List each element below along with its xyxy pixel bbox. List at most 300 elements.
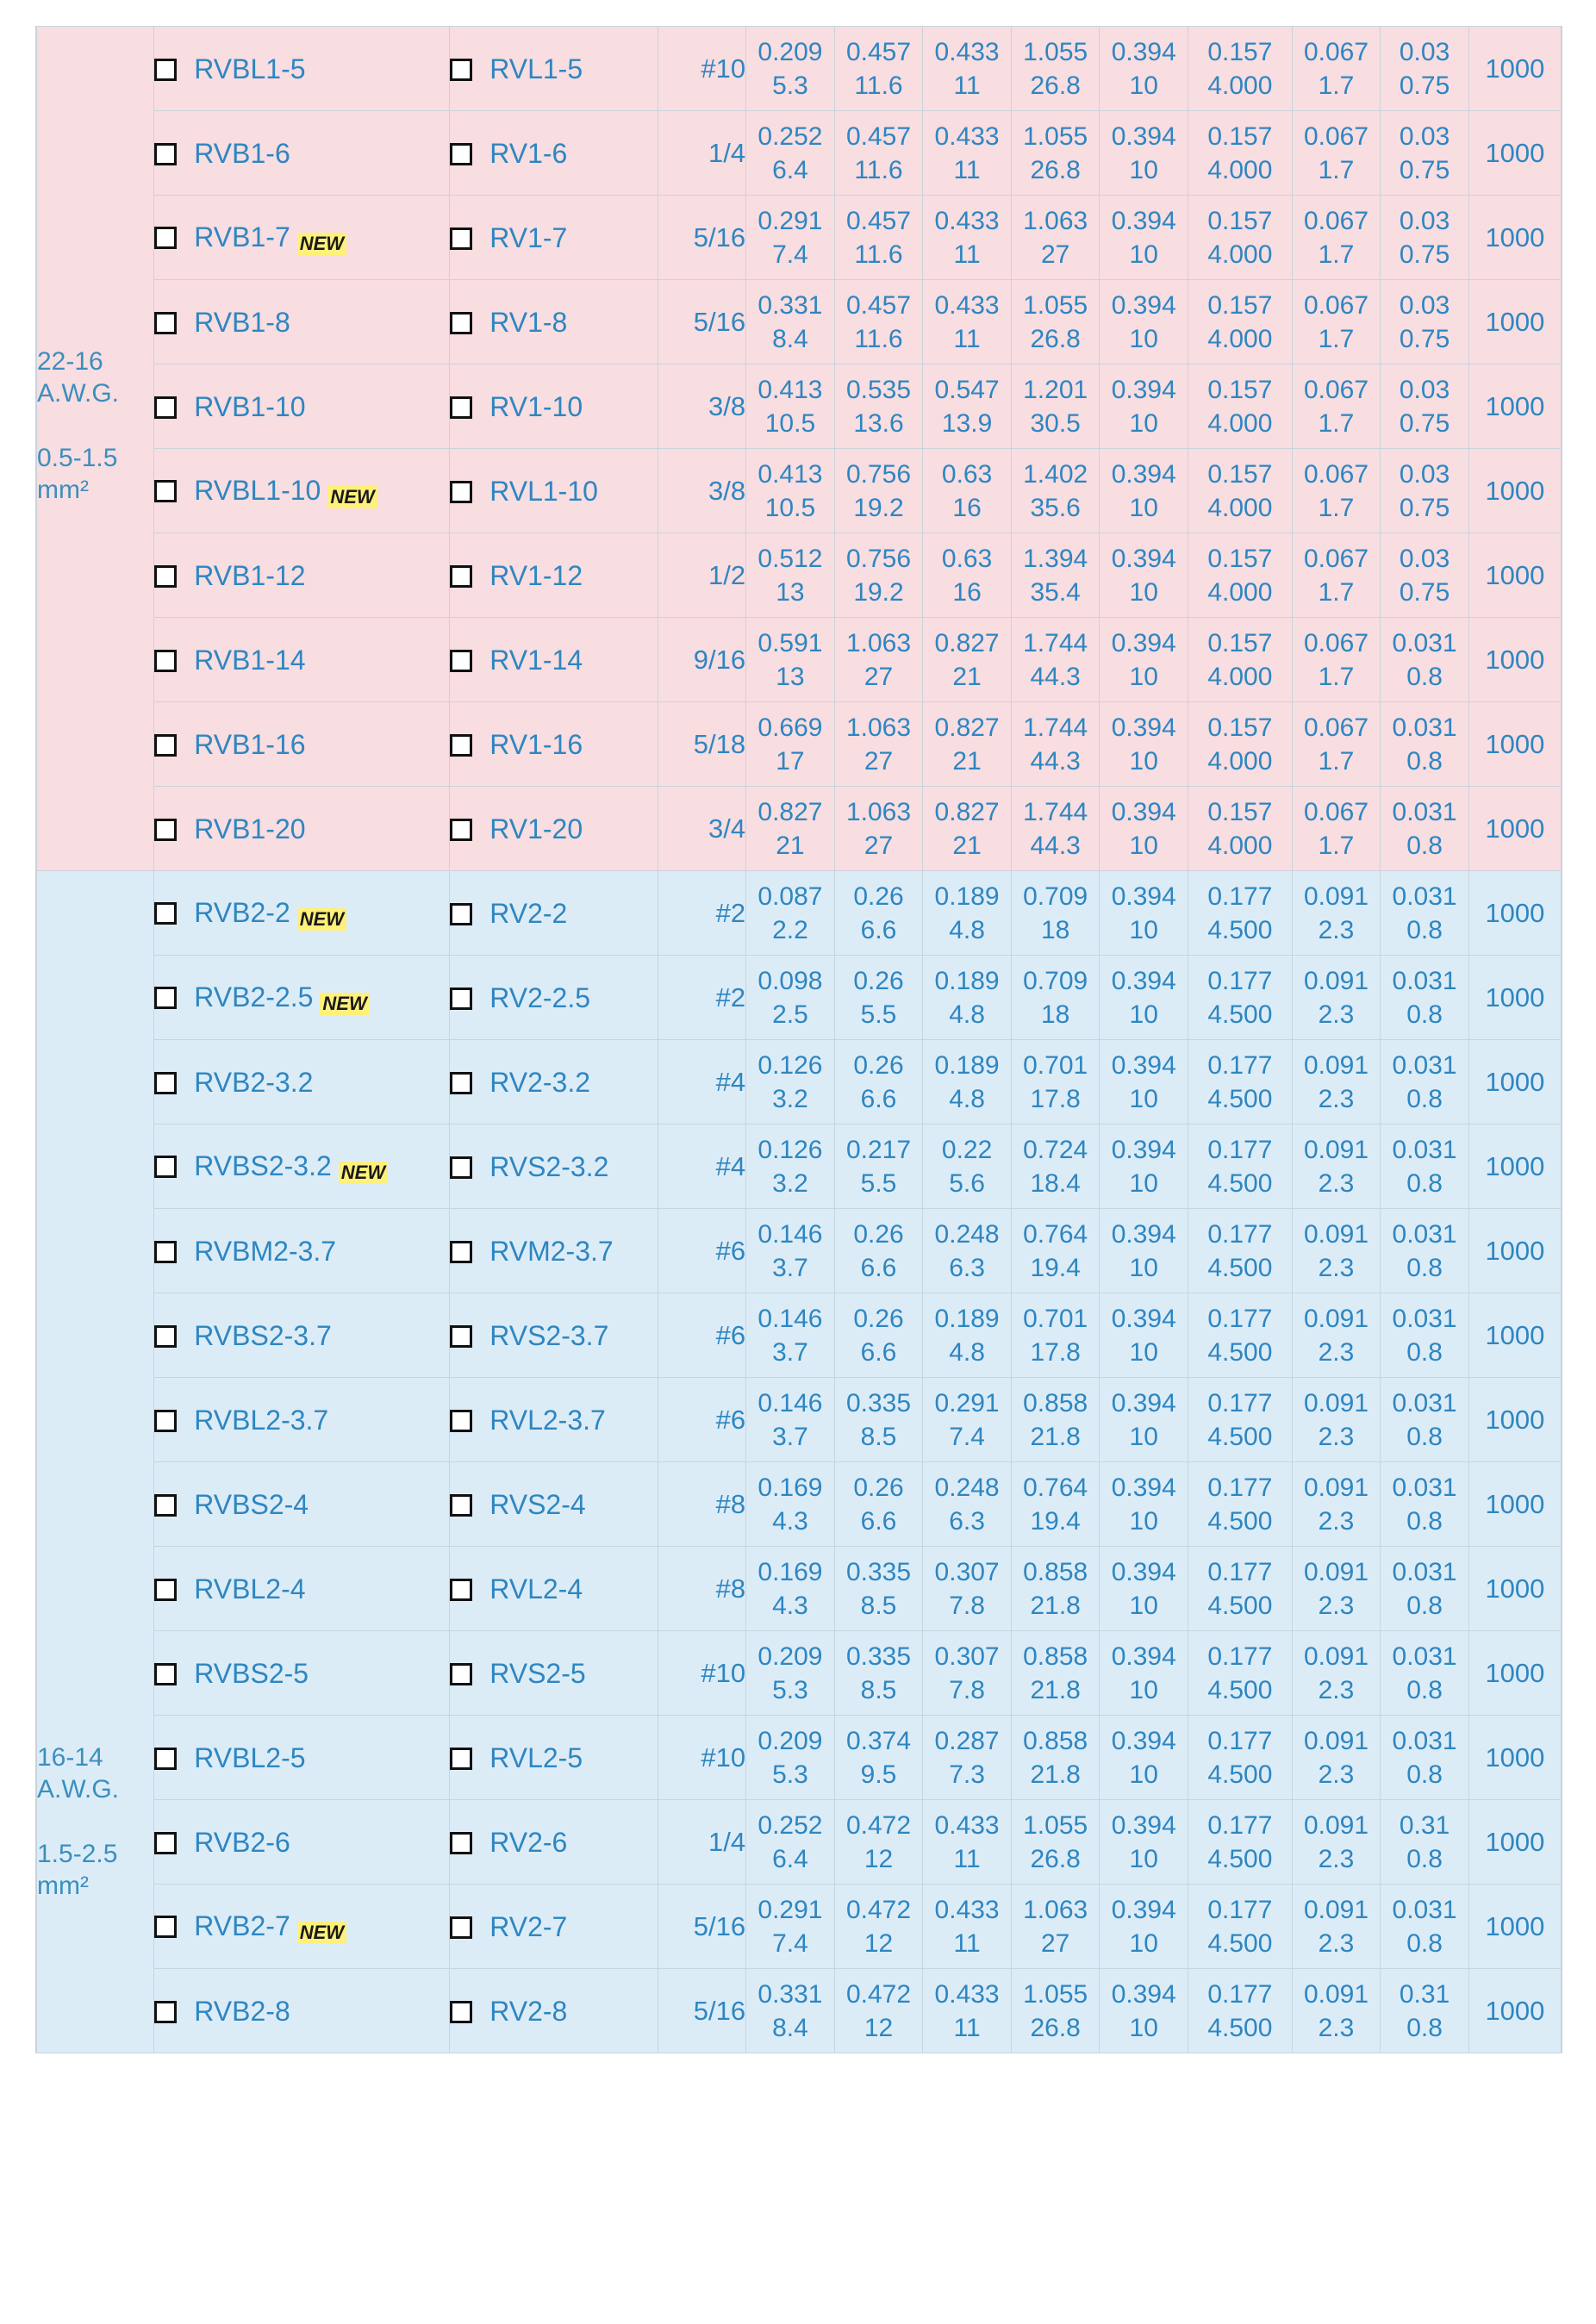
- part-number: RV2-8: [489, 1996, 568, 2028]
- dimension-inch: 0.394: [1111, 206, 1176, 235]
- dimension-inch: 0.394: [1111, 1219, 1176, 1249]
- checkbox[interactable]: [450, 59, 472, 81]
- part-a-cell[interactable]: [154, 1462, 450, 1547]
- dimension-cell: [1381, 1293, 1469, 1378]
- dimension-cell: [923, 1631, 1012, 1716]
- dimension-mm: 10: [1129, 1591, 1158, 1620]
- dimension-cell: [1292, 1125, 1381, 1209]
- part-number: RV2-2: [489, 898, 568, 930]
- part-a-cell[interactable]: [154, 1631, 450, 1716]
- dimension-inch: 0.157: [1207, 37, 1273, 66]
- part-number: RVS2-3.2: [489, 1151, 609, 1183]
- part-a-cell[interactable]: [154, 280, 450, 364]
- dimension-cell: [1188, 111, 1293, 196]
- part-number: RVB1-12: [194, 560, 306, 592]
- dimension-cell: [1011, 27, 1100, 111]
- dimension-cell: [834, 533, 923, 618]
- part-a-cell[interactable]: [154, 364, 450, 449]
- dimension-inch: 0.091: [1303, 1642, 1369, 1671]
- checkbox[interactable]: [450, 2001, 472, 2023]
- dimension-cell: [1188, 280, 1293, 364]
- table-row: [36, 1885, 1562, 1969]
- dimension-inch: 0.756: [845, 544, 912, 573]
- dimension-inch: 0.157: [1207, 206, 1273, 235]
- part-a-cell[interactable]: [154, 702, 450, 787]
- checkbox[interactable]: [450, 481, 472, 503]
- dimension-mm: 2.3: [1318, 1168, 1355, 1198]
- dimension-mm: 26.8: [1030, 71, 1081, 100]
- dimension-mm: 27: [863, 662, 894, 691]
- part-number: RV2-7: [489, 1911, 568, 1943]
- table-row: [36, 1125, 1562, 1209]
- part-a-cell[interactable]: [154, 618, 450, 702]
- dimension-cell: [1188, 1378, 1293, 1462]
- dimension-inch: 0.209: [757, 37, 823, 66]
- dimension-cell: [1381, 1040, 1469, 1125]
- checkbox[interactable]: [154, 1325, 177, 1348]
- dimension-inch: 0.091: [1303, 1810, 1369, 1840]
- dimension-inch: 0.031: [1392, 1642, 1457, 1671]
- dimension-inch: 0.157: [1207, 121, 1273, 151]
- dimension-mm: 2.3: [1318, 1506, 1355, 1536]
- new-badge: NEW: [320, 993, 369, 1015]
- checkbox[interactable]: [154, 987, 177, 1009]
- dimension-cell: [834, 1631, 923, 1716]
- part-a-cell[interactable]: [154, 1378, 450, 1462]
- part-a-cell[interactable]: [154, 871, 450, 956]
- dimension-inch: 0.331: [757, 1979, 823, 2009]
- dimension-mm: 17: [776, 746, 805, 776]
- dimension-cell: [1100, 618, 1188, 702]
- checkbox[interactable]: [154, 1832, 177, 1854]
- part-number: RV1-14: [489, 645, 583, 676]
- stud-size: #4: [658, 1040, 746, 1125]
- dimension-mm: 13: [776, 662, 805, 691]
- part-a-cell[interactable]: [154, 956, 450, 1040]
- checkbox[interactable]: [450, 1325, 472, 1348]
- dimension-inch: 0.394: [1111, 882, 1176, 911]
- dimension-mm: 6.6: [860, 1337, 897, 1367]
- part-b-cell[interactable]: [450, 1378, 658, 1462]
- checkbox[interactable]: [450, 1072, 472, 1094]
- dimension-inch: 0.26: [853, 966, 904, 995]
- dimension-inch: 0.067: [1303, 290, 1369, 320]
- checkbox[interactable]: [154, 480, 177, 502]
- dimension-cell: [1100, 280, 1188, 364]
- stud-size: #8: [658, 1462, 746, 1547]
- dimension-inch: 0.091: [1303, 1895, 1369, 1924]
- dimension-inch: 0.031: [1392, 1895, 1457, 1924]
- part-number: RVBL1-5: [194, 53, 306, 85]
- stud-size: 5/18: [658, 702, 746, 787]
- part-b-cell[interactable]: [450, 956, 658, 1040]
- dimension-mm: 10: [1129, 324, 1158, 353]
- part-b-cell[interactable]: [450, 27, 658, 111]
- dimension-inch: 0.472: [845, 1895, 912, 1924]
- dimension-mm: 2.5: [772, 1000, 808, 1029]
- part-number: RVBL2-5: [194, 1742, 306, 1774]
- part-a-cell[interactable]: [154, 449, 450, 533]
- dimension-cell: [1100, 449, 1188, 533]
- part-number: RVB2-3.2: [194, 1067, 314, 1099]
- checkbox[interactable]: [154, 1916, 177, 1938]
- table-row: [36, 871, 1562, 956]
- dimension-mm: 0.8: [1406, 831, 1443, 860]
- dimension-cell: [923, 1125, 1012, 1209]
- checkbox[interactable]: [154, 312, 177, 334]
- checkbox[interactable]: [450, 143, 472, 165]
- part-b-cell[interactable]: [450, 449, 658, 533]
- dimension-mm: 27: [863, 746, 894, 776]
- dimension-cell: [746, 956, 835, 1040]
- part-a-cell[interactable]: [154, 787, 450, 871]
- table-row: [36, 1969, 1562, 2053]
- part-b-cell[interactable]: [450, 196, 658, 280]
- checkbox[interactable]: [450, 1410, 472, 1432]
- dimension-inch: 0.26: [853, 1219, 904, 1249]
- dimension-mm: 4.500: [1207, 1000, 1273, 1029]
- dimension-inch: 0.394: [1111, 290, 1176, 320]
- part-b-cell[interactable]: [450, 111, 658, 196]
- package-quantity: 1000: [1468, 27, 1562, 111]
- dimension-cell: [834, 364, 923, 449]
- dimension-mm: 44.3: [1030, 831, 1081, 860]
- dimension-inch: 0.331: [757, 290, 823, 320]
- dimension-cell: [1381, 364, 1469, 449]
- dimension-mm: 1.7: [1318, 324, 1355, 353]
- dimension-inch: 0.394: [1111, 1050, 1176, 1080]
- dimension-mm: 11: [953, 71, 981, 100]
- dimension-mm: 0.75: [1399, 493, 1450, 522]
- part-b-cell[interactable]: [450, 702, 658, 787]
- part-b-cell[interactable]: [450, 1885, 658, 1969]
- part-number: RV1-12: [489, 560, 583, 592]
- new-badge: NEW: [297, 233, 346, 255]
- part-a-cell[interactable]: [154, 1800, 450, 1885]
- part-a-cell[interactable]: [154, 1040, 450, 1125]
- checkbox[interactable]: [450, 1663, 472, 1685]
- checkbox[interactable]: [154, 2001, 177, 2023]
- dimension-mm: 6.4: [772, 155, 808, 184]
- dimension-mm: 10: [1129, 1422, 1158, 1451]
- dimension-inch: 0.177: [1207, 1810, 1273, 1840]
- dimension-mm: 21.8: [1030, 1760, 1081, 1789]
- dimension-cell: [923, 1885, 1012, 1969]
- part-a-cell[interactable]: [154, 533, 450, 618]
- dimension-cell: [1100, 787, 1188, 871]
- checkbox[interactable]: [154, 1241, 177, 1263]
- checkbox[interactable]: [154, 1410, 177, 1432]
- checkbox[interactable]: [450, 988, 472, 1010]
- dimension-inch: 0.394: [1111, 1979, 1176, 2009]
- dimension-inch: 0.394: [1111, 1473, 1176, 1502]
- dimension-inch: 1.063: [1023, 1895, 1088, 1924]
- dimension-cell: [1292, 364, 1381, 449]
- dimension-cell: [923, 702, 1012, 787]
- dimension-inch: 0.177: [1207, 1726, 1273, 1755]
- part-number: RVBL2-3.7: [194, 1405, 329, 1436]
- checkbox[interactable]: [154, 227, 177, 249]
- dimension-mm: 0.8: [1406, 1844, 1443, 1873]
- part-number: RVS2-3.7: [489, 1320, 609, 1352]
- part-number: RVB1-14: [194, 645, 306, 676]
- dimension-mm: 8.5: [860, 1591, 897, 1620]
- dimension-inch: 0.067: [1303, 544, 1369, 573]
- dimension-inch: 1.744: [1023, 628, 1088, 657]
- part-b-cell[interactable]: [450, 364, 658, 449]
- package-quantity: 1000: [1468, 1209, 1562, 1293]
- part-a-cell[interactable]: [154, 1293, 450, 1378]
- dimension-inch: 0.157: [1207, 459, 1273, 489]
- checkbox[interactable]: [154, 902, 177, 925]
- dimension-mm: 4.500: [1207, 1591, 1273, 1620]
- part-b-cell[interactable]: [450, 1125, 658, 1209]
- checkbox[interactable]: [450, 1241, 472, 1263]
- checkbox[interactable]: [154, 565, 177, 588]
- dimension-mm: 2.2: [772, 915, 808, 944]
- dimension-mm: 21.8: [1030, 1675, 1081, 1704]
- dimension-inch: 1.402: [1023, 459, 1088, 489]
- dimension-cell: [1292, 1378, 1381, 1462]
- dimension-inch: 1.063: [1023, 206, 1088, 235]
- dimension-inch: 1.063: [845, 628, 912, 657]
- dimension-inch: 0.394: [1111, 1388, 1176, 1417]
- part-b-cell[interactable]: [450, 533, 658, 618]
- checkbox[interactable]: [450, 1156, 472, 1179]
- part-b-cell[interactable]: [450, 787, 658, 871]
- stud-size: 5/16: [658, 196, 746, 280]
- dimension-mm: 18: [1040, 915, 1070, 944]
- checkbox[interactable]: [450, 650, 472, 672]
- dimension-inch: 0.31: [1399, 1979, 1450, 2009]
- dimension-mm: 2.3: [1318, 1928, 1355, 1958]
- part-b-cell[interactable]: [450, 1547, 658, 1631]
- dimension-inch: 0.03: [1399, 206, 1450, 235]
- dimension-mm: 10: [1129, 1337, 1158, 1367]
- checkbox[interactable]: [450, 396, 472, 419]
- dimension-cell: [1188, 1209, 1293, 1293]
- part-number: RV2-6: [489, 1827, 568, 1859]
- dimension-cell: [1292, 1293, 1381, 1378]
- checkbox[interactable]: [154, 1579, 177, 1601]
- dimension-mm: 10: [1129, 1506, 1158, 1536]
- dimension-cell: [923, 956, 1012, 1040]
- dimension-mm: 10: [1129, 1928, 1158, 1958]
- dimension-mm: 10: [1129, 915, 1158, 944]
- dimension-cell: [1188, 1547, 1293, 1631]
- dimension-mm: 11.6: [854, 155, 903, 184]
- checkbox[interactable]: [154, 1494, 177, 1517]
- checkbox[interactable]: [154, 1748, 177, 1770]
- part-b-cell[interactable]: [450, 871, 658, 956]
- part-a-cell[interactable]: [154, 1969, 450, 2053]
- dimension-inch: 0.457: [845, 121, 912, 151]
- dimension-mm: 11.6: [854, 71, 903, 100]
- stud-size: #10: [658, 1631, 746, 1716]
- dimension-inch: 0.031: [1392, 1135, 1457, 1164]
- dimension-cell: [1381, 956, 1469, 1040]
- part-a-cell[interactable]: [154, 1209, 450, 1293]
- awg-unit: A.W.G.: [37, 1775, 120, 1804]
- part-b-cell[interactable]: [450, 1040, 658, 1125]
- part-number: RVS2-4: [489, 1489, 586, 1521]
- checkbox[interactable]: [450, 734, 472, 757]
- checkbox[interactable]: [154, 819, 177, 841]
- dimension-cell: [1011, 1631, 1100, 1716]
- dimension-cell: [746, 1547, 835, 1631]
- dimension-inch: 0.457: [845, 206, 912, 235]
- dimension-mm: 10.5: [764, 408, 816, 438]
- mm-unit: mm²: [37, 476, 89, 504]
- dimension-mm: 2.3: [1318, 1000, 1355, 1029]
- dimension-mm: 4.500: [1207, 1506, 1273, 1536]
- dimension-inch: 0.177: [1207, 1979, 1273, 2009]
- dimension-inch: 0.031: [1392, 1557, 1457, 1586]
- dimension-inch: 0.067: [1303, 797, 1369, 826]
- dimension-cell: [923, 1716, 1012, 1800]
- part-number: RVL2-4: [489, 1573, 583, 1605]
- dimension-mm: 2.3: [1318, 1591, 1355, 1620]
- part-a-cell[interactable]: [154, 1716, 450, 1800]
- dimension-mm: 30.5: [1030, 408, 1081, 438]
- dimension-mm: 6.4: [772, 1844, 808, 1873]
- checkbox[interactable]: [154, 1663, 177, 1685]
- dimension-inch: 1.055: [1023, 1979, 1088, 2009]
- dimension-inch: 0.146: [757, 1304, 823, 1333]
- part-b-cell[interactable]: [450, 1800, 658, 1885]
- dimension-cell: [1381, 533, 1469, 618]
- part-b-cell[interactable]: [450, 1293, 658, 1378]
- dimension-cell: [1188, 1125, 1293, 1209]
- dimension-cell: [1292, 787, 1381, 871]
- dimension-cell: [834, 196, 923, 280]
- part-number: RVBS2-3.2: [194, 1150, 332, 1182]
- checkbox[interactable]: [154, 734, 177, 757]
- dimension-cell: [746, 1885, 835, 1969]
- mm-unit: mm²: [37, 1872, 89, 1900]
- dimension-mm: 21.8: [1030, 1591, 1081, 1620]
- dimension-cell: [834, 871, 923, 956]
- part-number: RV2-2.5: [489, 982, 591, 1014]
- dimension-inch: 0.03: [1399, 290, 1450, 320]
- dimension-cell: [1381, 1885, 1469, 1969]
- table-row: [36, 1631, 1562, 1716]
- dimension-inch: 0.756: [845, 459, 912, 489]
- dimension-mm: 1.7: [1318, 662, 1355, 691]
- checkbox[interactable]: [154, 1072, 177, 1094]
- part-a-cell[interactable]: [154, 1125, 450, 1209]
- checkbox[interactable]: [154, 650, 177, 672]
- dimension-inch: 0.26: [853, 882, 904, 911]
- dimension-cell: [1188, 1462, 1293, 1547]
- stud-size: #2: [658, 956, 746, 1040]
- dimension-mm: 19.4: [1030, 1506, 1081, 1536]
- dimension-cell: [746, 1716, 835, 1800]
- checkbox[interactable]: [450, 1579, 472, 1601]
- dimension-mm: 1.7: [1318, 746, 1355, 776]
- part-a-cell[interactable]: [154, 1547, 450, 1631]
- table-row: [36, 364, 1562, 449]
- checkbox[interactable]: [450, 1916, 472, 1939]
- dimension-inch: 0.031: [1392, 1219, 1457, 1249]
- checkbox[interactable]: [450, 312, 472, 334]
- dimension-cell: [1011, 787, 1100, 871]
- dimension-cell: [1011, 618, 1100, 702]
- dimension-mm: 0.8: [1406, 662, 1443, 691]
- part-a-cell[interactable]: [154, 27, 450, 111]
- checkbox[interactable]: [154, 396, 177, 419]
- dimension-inch: 0.433: [934, 206, 1000, 235]
- part-a-cell[interactable]: [154, 196, 450, 280]
- dimension-inch: 0.126: [757, 1050, 823, 1080]
- dimension-mm: 3.7: [772, 1337, 808, 1367]
- part-b-cell[interactable]: [450, 1209, 658, 1293]
- dimension-mm: 11: [953, 324, 981, 353]
- dimension-mm: 10: [1129, 831, 1158, 860]
- checkbox[interactable]: [154, 143, 177, 165]
- checkbox[interactable]: [154, 59, 177, 81]
- checkbox[interactable]: [450, 1748, 472, 1770]
- dimension-inch: 0.394: [1111, 544, 1176, 573]
- package-quantity: 1000: [1468, 280, 1562, 364]
- dimension-inch: 0.209: [757, 1642, 823, 1671]
- dimension-mm: 9.5: [860, 1760, 897, 1789]
- dimension-cell: [1011, 533, 1100, 618]
- dimension-mm: 7.4: [949, 1422, 985, 1451]
- part-b-cell[interactable]: [450, 618, 658, 702]
- checkbox[interactable]: [450, 1494, 472, 1517]
- dimension-cell: [834, 280, 923, 364]
- dimension-cell: [1188, 1631, 1293, 1716]
- checkbox[interactable]: [450, 1832, 472, 1854]
- checkbox[interactable]: [450, 565, 472, 588]
- dimension-inch: 0.169: [757, 1473, 823, 1502]
- checkbox[interactable]: [450, 819, 472, 841]
- dimension-mm: 8.4: [772, 2013, 808, 2042]
- part-a-cell[interactable]: [154, 111, 450, 196]
- dimension-inch: 1.201: [1023, 375, 1088, 404]
- dimension-cell: [1292, 280, 1381, 364]
- dimension-inch: 0.098: [757, 966, 823, 995]
- part-b-cell[interactable]: [450, 1716, 658, 1800]
- dimension-cell: [1100, 111, 1188, 196]
- dimension-inch: 0.335: [845, 1557, 912, 1586]
- checkbox[interactable]: [154, 1156, 177, 1178]
- dimension-mm: 4.000: [1207, 746, 1273, 776]
- dimension-inch: 0.701: [1023, 1304, 1088, 1333]
- dimension-cell: [923, 533, 1012, 618]
- dimension-cell: [1381, 196, 1469, 280]
- dimension-cell: [1292, 1631, 1381, 1716]
- dimension-inch: 0.157: [1207, 544, 1273, 573]
- checkbox[interactable]: [450, 227, 472, 250]
- part-a-cell[interactable]: [154, 1885, 450, 1969]
- dimension-inch: 0.335: [845, 1642, 912, 1671]
- dimension-cell: [834, 1040, 923, 1125]
- part-b-cell[interactable]: [450, 1631, 658, 1716]
- package-quantity: 1000: [1468, 196, 1562, 280]
- dimension-inch: 0.287: [934, 1726, 1000, 1755]
- dimension-mm: 4.500: [1207, 1844, 1273, 1873]
- table-row: [36, 27, 1562, 111]
- dimension-cell: [746, 1800, 835, 1885]
- dimension-inch: 0.189: [934, 1304, 1000, 1333]
- part-b-cell[interactable]: [450, 280, 658, 364]
- checkbox[interactable]: [450, 903, 472, 925]
- part-b-cell[interactable]: [450, 1969, 658, 2053]
- dimension-cell: [1011, 1969, 1100, 2053]
- part-b-cell[interactable]: [450, 1462, 658, 1547]
